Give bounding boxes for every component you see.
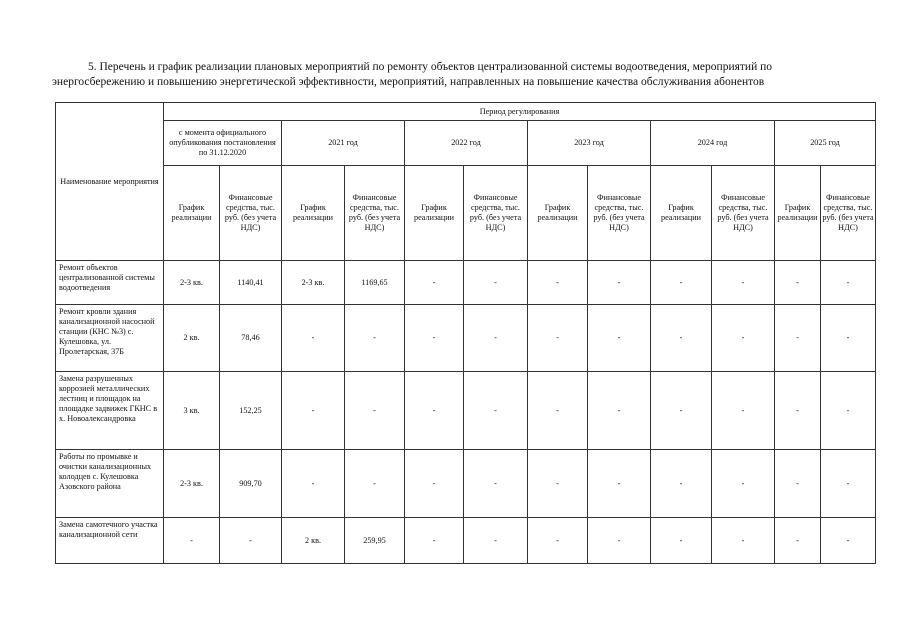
table-row (56, 518, 876, 564)
name-column-header: Наименование мероприятия (56, 103, 164, 261)
schedule-cell: - (528, 372, 588, 450)
sub-header-finance: Финансовые средства, тыс. руб. (без учета НДС) (712, 166, 775, 261)
sub-header-finance: Финансовые средства, тыс. руб. (без учета НДС) (220, 166, 282, 261)
finance-cell: - (588, 450, 651, 518)
finance-cell: - (821, 305, 876, 372)
measure-name: Замена самотечного участка канализационной сети (56, 518, 164, 564)
schedule-cell: - (528, 305, 588, 372)
group-header: 2023 год (528, 121, 651, 166)
schedule-cell: - (405, 305, 464, 372)
sub-header-finance: Финансовые средства, тыс. руб. (без учета НДС) (821, 166, 876, 261)
finance-cell: - (220, 518, 282, 564)
schedule-cell: - (651, 518, 712, 564)
schedule-cell: - (528, 450, 588, 518)
group-header: с момента официального опубликования постановления по 31.12.2020 (164, 121, 282, 166)
table-row (56, 450, 876, 518)
finance-cell: - (712, 372, 775, 450)
measure-name: Ремонт объектов централизованной системы водоотведения (56, 261, 164, 305)
schedule-cell: - (164, 518, 220, 564)
title-line-1: 5. Перечень и график реализации плановых мероприятий по ремонту объектов централизованной системы водоотведения, мероприятий по (88, 61, 773, 73)
schedule-cell: - (282, 305, 345, 372)
finance-cell: - (712, 261, 775, 305)
finance-cell: - (588, 518, 651, 564)
sub-header-finance: Финансовые средства, тыс. руб. (без учета НДС) (588, 166, 651, 261)
group-header: 2022 год (405, 121, 528, 166)
finance-cell: - (821, 450, 876, 518)
finance-cell: - (345, 450, 405, 518)
title-line-2: энергосбережению и повышению энергетической эффективности, мероприятий, направленных на повышение качества обслуживания абонентов (52, 76, 765, 88)
sub-header-schedule: График реализации (282, 166, 345, 261)
schedule-cell: - (775, 518, 821, 564)
table-row (56, 261, 876, 305)
schedule-cell: - (775, 450, 821, 518)
schedule-cell: - (405, 261, 464, 305)
finance-cell: 259,95 (345, 518, 405, 564)
finance-cell: 1169,65 (345, 261, 405, 305)
group-header: 2024 год (651, 121, 775, 166)
sub-header-schedule: График реализации (775, 166, 821, 261)
finance-cell: - (588, 261, 651, 305)
finance-cell: - (464, 261, 528, 305)
table-body (56, 261, 876, 564)
finance-cell: - (464, 450, 528, 518)
finance-cell: - (588, 305, 651, 372)
finance-cell: - (345, 305, 405, 372)
schedule-cell: - (775, 372, 821, 450)
measure-name: Ремонт кровли здания канализационной насосной станции (КНС №3) с. Кулешовка, ул. Пролетарская, 37Б (56, 305, 164, 372)
section-title (52, 60, 867, 90)
finance-cell: - (821, 372, 876, 450)
measures-table (55, 102, 876, 564)
finance-cell: 909,70 (220, 450, 282, 518)
schedule-cell: - (528, 518, 588, 564)
finance-cell: - (712, 450, 775, 518)
finance-cell: - (345, 372, 405, 450)
measure-name: Работы по промывке и очистки канализационных колодцев с. Кулешовка Азовского района (56, 450, 164, 518)
sub-header-finance: Финансовые средства, тыс. руб. (без учета НДС) (464, 166, 528, 261)
schedule-cell: - (282, 450, 345, 518)
schedule-cell: 3 кв. (164, 372, 220, 450)
table-row (56, 305, 876, 372)
schedule-cell: - (405, 518, 464, 564)
finance-cell: - (712, 305, 775, 372)
measure-name: Замена разрушенных коррозией металлических лестниц и площадок на площадке задвижек ГКНС в х. Новоалександровка (56, 372, 164, 450)
group-header: 2025 год (775, 121, 876, 166)
sub-header-schedule: График реализации (405, 166, 464, 261)
schedule-cell: - (651, 372, 712, 450)
schedule-cell: - (775, 261, 821, 305)
finance-cell: - (464, 518, 528, 564)
finance-cell: - (712, 518, 775, 564)
schedule-cell: - (282, 372, 345, 450)
group-header: 2021 год (282, 121, 405, 166)
finance-cell: 1140,41 (220, 261, 282, 305)
sub-header-schedule: График реализации (164, 166, 220, 261)
schedule-cell: 2-3 кв. (164, 450, 220, 518)
sub-header-finance: Финансовые средства, тыс. руб. (без учета НДС) (345, 166, 405, 261)
schedule-cell: 2-3 кв. (282, 261, 345, 305)
schedule-cell: - (528, 261, 588, 305)
schedule-cell: 2 кв. (164, 305, 220, 372)
finance-cell: - (464, 372, 528, 450)
finance-cell: - (464, 305, 528, 372)
schedule-cell: - (651, 261, 712, 305)
finance-cell: 152,25 (220, 372, 282, 450)
sub-header-schedule: График реализации (528, 166, 588, 261)
schedule-cell: - (651, 305, 712, 372)
schedule-cell: - (651, 450, 712, 518)
sub-header-schedule: График реализации (651, 166, 712, 261)
schedule-cell: - (405, 372, 464, 450)
schedule-cell: - (405, 450, 464, 518)
schedule-cell: 2 кв. (282, 518, 345, 564)
finance-cell: 78,46 (220, 305, 282, 372)
finance-cell: - (588, 372, 651, 450)
table-row (56, 372, 876, 450)
finance-cell: - (821, 261, 876, 305)
finance-cell: - (821, 518, 876, 564)
schedule-cell: 2-3 кв. (164, 261, 220, 305)
schedule-cell: - (775, 305, 821, 372)
period-header: Период регулирования (164, 103, 876, 121)
